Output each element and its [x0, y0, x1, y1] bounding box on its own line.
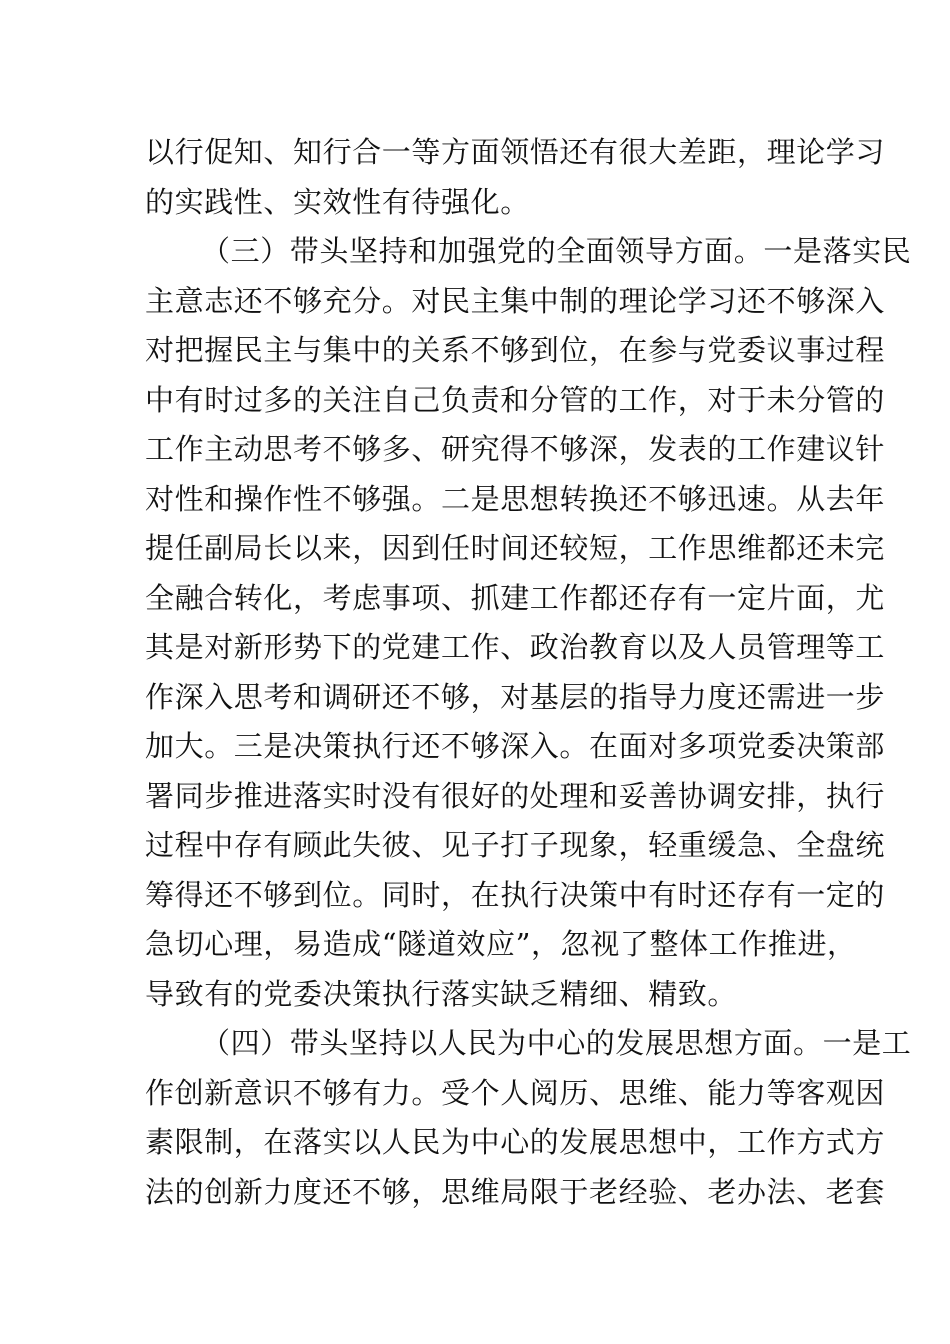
- document-body: [145, 128, 912, 1217]
- text-line: 工作主动思考不够多、研究得不够深，发表的工作建议针: [145, 432, 886, 466]
- text-line: 提任副局长以来，因到任时间还较短，工作思维都还未完: [145, 531, 886, 565]
- text-line: 全融合转化，考虑事项、抓建工作都还存有一定片面，尤: [145, 580, 886, 615]
- text-line: 作深入思考和调研还不够，对基层的指导力度还需进一步: [145, 679, 886, 714]
- text-line: 急切心理，易造成“隧道效应”，忽视了整体工作推进，: [145, 927, 857, 961]
- text-line: 对性和操作性不够强。二是思想转换还不够迅速。从去年: [145, 481, 886, 516]
- text-line: 对把握民主与集中的关系不够到位，在参与党委议事过程: [145, 333, 886, 367]
- text-line: 的实践性、实效性有待强化。: [145, 184, 530, 219]
- text-line: 素限制，在落实以人民为中心的发展思想中，工作方式方: [145, 1125, 886, 1159]
- text-line: 过程中存有顾此失彼、见子打子现象，轻重缓急、全盘统: [145, 828, 886, 862]
- text-line: 筹得还不够到位。同时，在执行决策中有时还存有一定的: [145, 877, 886, 912]
- text-line: 作创新意识不够有力。受个人阅历、思维、能力等客观因: [145, 1075, 886, 1110]
- text-line: 其是对新形势下的党建工作、政治教育以及人员管理等工: [145, 630, 886, 664]
- text-line: 主意志还不够充分。对民主集中制的理论学习还不够深入: [145, 283, 886, 318]
- section-heading-line: （三）带头坚持和加强党的全面领导方面。一是落实民: [201, 234, 912, 268]
- text-line: 导致有的党委决策执行落实缺乏精细、精致。: [145, 976, 738, 1011]
- text-line: 加大。三是决策执行还不够深入。在面对多项党委决策部: [145, 729, 886, 763]
- text-line: 法的创新力度还不够，思维局限于老经验、老办法、老套: [145, 1174, 886, 1209]
- section-heading-line: （四）带头坚持以人民为中心的发展思想方面。一是工: [201, 1026, 912, 1060]
- text-line: 中有时过多的关注自己负责和分管的工作，对于未分管的: [145, 382, 886, 417]
- text-line: 署同步推进落实时没有很好的处理和妥善协调安排，执行: [145, 778, 886, 813]
- text-line: 以行促知、知行合一等方面领悟还有很大差距，理论学习: [145, 135, 886, 169]
